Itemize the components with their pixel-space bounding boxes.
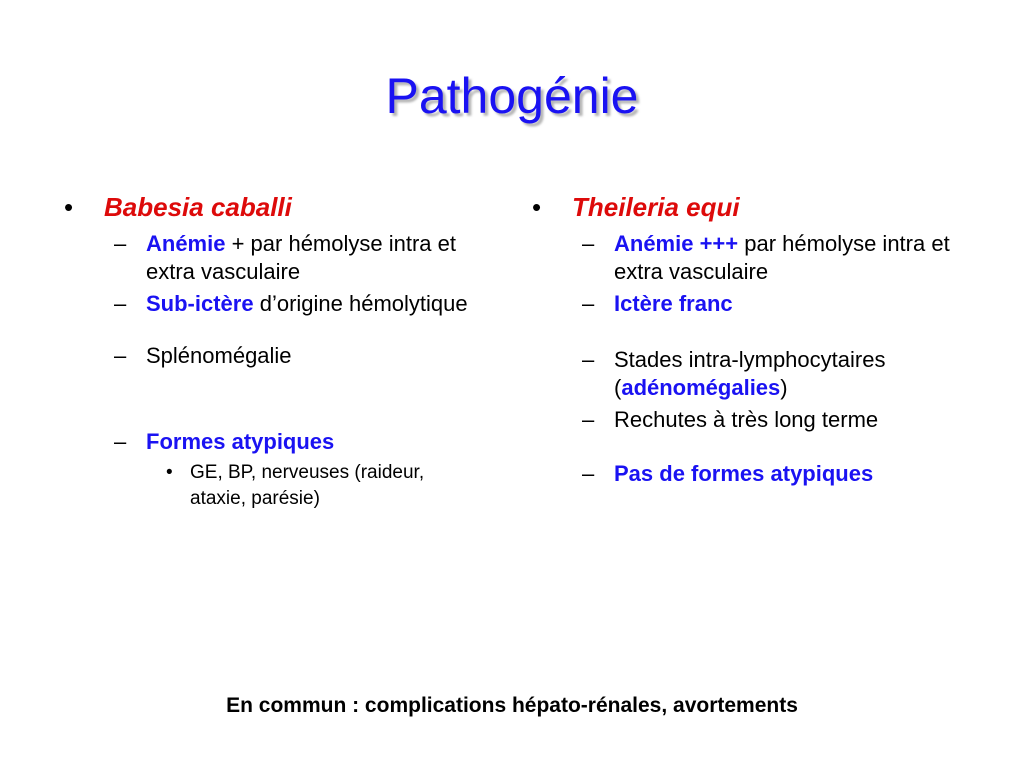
- bullet-icon: •: [64, 192, 74, 222]
- list-item: [530, 460, 970, 488]
- dash-icon: –: [114, 231, 127, 256]
- item-text: ): [780, 375, 788, 400]
- list-item: [62, 428, 482, 456]
- dash-icon: –: [114, 343, 127, 368]
- highlight-text: Formes atypiques: [146, 429, 335, 454]
- list-item: [62, 290, 482, 318]
- item-text: par hémolyse intra et extra vasculaire: [614, 231, 950, 284]
- bullet-icon: •: [166, 462, 173, 483]
- list-item: [530, 346, 970, 402]
- left-heading: Babesia caballi: [104, 192, 292, 222]
- dash-icon: –: [582, 461, 595, 486]
- left-column: [62, 188, 482, 512]
- right-heading: Theileria equi: [572, 192, 740, 222]
- right-heading-item: [530, 188, 970, 226]
- sub-list-item: [62, 460, 482, 512]
- highlight-text: Pas de formes atypiques: [614, 461, 874, 486]
- item-text: + par hémolyse intra et extra vasculaire: [146, 231, 456, 284]
- item-text: d’origine hémolytique: [253, 291, 468, 316]
- dash-icon: –: [582, 347, 595, 372]
- dash-icon: –: [114, 429, 127, 454]
- sub-item-text: GE, BP, nerveuses (raideur, ataxie, parésie): [190, 462, 425, 509]
- dash-icon: –: [582, 291, 595, 316]
- highlight-text: Anémie +++: [614, 231, 739, 256]
- highlight-text: Ictère franc: [614, 291, 733, 316]
- dash-icon: –: [582, 407, 595, 432]
- highlight-text: Sub-ictère: [146, 291, 254, 316]
- highlight-text: Anémie: [146, 231, 226, 256]
- list-item: [62, 230, 482, 286]
- list-item: [530, 406, 970, 434]
- slide-title: Pathogénie: [385, 68, 639, 124]
- dash-icon: –: [582, 231, 595, 256]
- right-column: [530, 188, 970, 488]
- item-text: Splénomégalie: [146, 343, 292, 368]
- item-text: Rechutes à très long terme: [614, 407, 879, 432]
- bullet-icon: •: [532, 192, 542, 222]
- list-item: [62, 342, 482, 370]
- highlight-text: adénomégalies: [621, 375, 781, 400]
- list-item: [530, 230, 970, 286]
- item-text: Stades intra-lymphocytaires (: [614, 347, 886, 400]
- list-item: [530, 290, 970, 318]
- left-heading-item: [62, 188, 482, 226]
- dash-icon: –: [114, 291, 127, 316]
- footer-note: En commun : complications hépato-rénales, avortements: [226, 694, 798, 717]
